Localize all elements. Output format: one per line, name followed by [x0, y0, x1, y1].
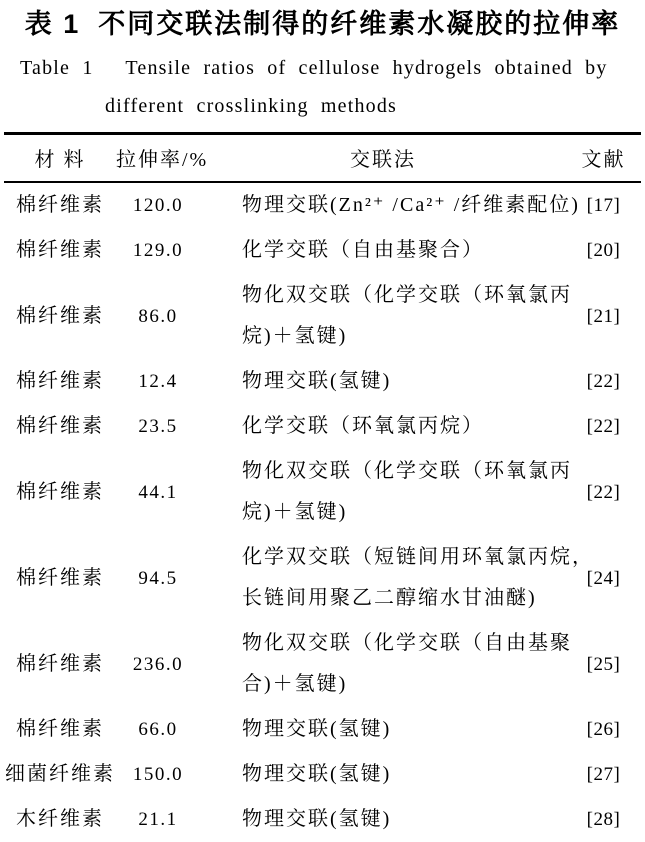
method-line: 烷)＋氢键): [242, 325, 348, 347]
crosslinking-method-cell: [200, 752, 566, 797]
table-row: [4, 707, 641, 752]
reference-cell: [28]: [586, 809, 621, 830]
tensile-ratio-cell: 120.0: [132, 195, 184, 216]
tensile-ratio-cell: 66.0: [138, 719, 178, 740]
crosslinking-method-cell: [200, 359, 566, 404]
crosslinking-method-cell: [200, 404, 566, 449]
material-cell: 棉纤维素: [16, 480, 104, 503]
material-cell: 棉纤维素: [16, 370, 104, 392]
material-cell: 细菌纤维素: [5, 763, 115, 785]
table-row: [4, 535, 641, 621]
reference-cell: [22]: [586, 416, 621, 437]
crosslinking-method-cell: [200, 797, 566, 842]
header-tensile-ratio: 拉伸率/%: [116, 134, 200, 183]
material-cell: 木纤维素: [16, 808, 104, 830]
reference-cell: [24]: [586, 567, 621, 589]
table-caption-en-line1: [0, 55, 645, 81]
method-line: 烷)＋氢键): [242, 501, 348, 523]
tensile-ratio-cell: 150.0: [132, 764, 184, 785]
table-number-en: Table 1: [20, 57, 94, 79]
material-cell: 棉纤维素: [16, 652, 104, 675]
table-row: [4, 182, 641, 228]
crosslinking-method-cell: [200, 707, 566, 752]
material-cell: 棉纤维素: [16, 566, 104, 589]
tensile-ratio-cell: 23.5: [138, 416, 178, 437]
material-cell: 棉纤维素: [16, 194, 104, 216]
table-row: [4, 752, 641, 797]
material-cell: 棉纤维素: [16, 415, 104, 437]
tensile-ratio-cell: 44.1: [138, 481, 178, 503]
crosslinking-method-cell: [200, 621, 572, 707]
table-caption-en-text: Tensile ratios of cellulose hydrogels obtained by: [125, 57, 608, 79]
header-crosslinking-method: 交联法: [200, 134, 566, 183]
table-caption-zh: [0, 0, 645, 42]
method-line: 化学交联（自由基聚合）: [242, 239, 484, 261]
reference-cell: [17]: [586, 195, 621, 216]
crosslinking-method-cell: [200, 182, 580, 228]
table-row: [4, 359, 641, 404]
method-line: 物化双交联（化学交联（环氧氯丙: [242, 460, 572, 482]
method-line: 化学双交联（短链间用环氧氯丙烷，: [242, 546, 594, 568]
method-line: 物理交联(Zn²⁺ /Ca²⁺ /纤维素配位): [242, 194, 580, 216]
table-row: [4, 228, 641, 273]
tensile-ratio-cell: 236.0: [132, 653, 184, 675]
reference-cell: [20]: [586, 240, 621, 261]
tensile-ratio-cell: 86.0: [138, 305, 178, 327]
tensile-ratio-cell: 21.1: [138, 809, 178, 830]
reference-cell: [26]: [586, 719, 621, 740]
reference-cell: [22]: [586, 481, 621, 503]
method-line: 物化双交联（化学交联（环氧氯丙: [242, 284, 572, 306]
reference-cell: [22]: [586, 371, 621, 392]
tensile-ratio-table: [4, 132, 641, 842]
reference-cell: [21]: [586, 305, 621, 327]
table-row: [4, 449, 641, 535]
method-line: 物理交联(氢键): [242, 808, 392, 830]
tensile-ratio-cell: 129.0: [132, 240, 184, 261]
table-row: [4, 797, 641, 842]
method-line: 长链间用聚乙二醇缩水甘油醚): [242, 587, 537, 609]
table-caption-zh-text: 不同交联法制得的纤维素水凝胶的拉伸率: [98, 9, 621, 39]
method-line: 化学交联（环氧氯丙烷）: [242, 415, 484, 437]
table-row: [4, 273, 641, 359]
table-header-row: [4, 134, 641, 183]
reference-cell: [27]: [586, 764, 621, 785]
table-caption-en: [0, 55, 645, 119]
method-line: 物理交联(氢键): [242, 370, 392, 392]
material-cell: 棉纤维素: [16, 239, 104, 261]
method-line: 物理交联(氢键): [242, 763, 392, 785]
crosslinking-method-cell: [200, 535, 594, 621]
table-row: [4, 404, 641, 449]
tensile-ratio-cell: 94.5: [138, 567, 178, 589]
method-line: 物理交联(氢键): [242, 718, 392, 740]
reference-cell: [25]: [586, 653, 621, 675]
header-material: 材 料: [4, 134, 116, 183]
crosslinking-method-cell: [200, 228, 566, 273]
crosslinking-method-cell: [200, 449, 572, 535]
table-number-zh: 表 1: [24, 9, 81, 39]
method-line: 物化双交联（化学交联（自由基聚: [242, 632, 572, 654]
material-cell: 棉纤维素: [16, 304, 104, 327]
material-cell: 棉纤维素: [16, 718, 104, 740]
method-line: 合)＋氢键): [242, 673, 348, 695]
table-body: [4, 182, 641, 842]
tensile-ratio-cell: 12.4: [138, 371, 178, 392]
table-caption-en-line2: different crosslinking methods: [105, 95, 398, 117]
crosslinking-method-cell: [200, 273, 572, 359]
header-reference: 文献: [566, 134, 641, 183]
table-row: [4, 621, 641, 707]
